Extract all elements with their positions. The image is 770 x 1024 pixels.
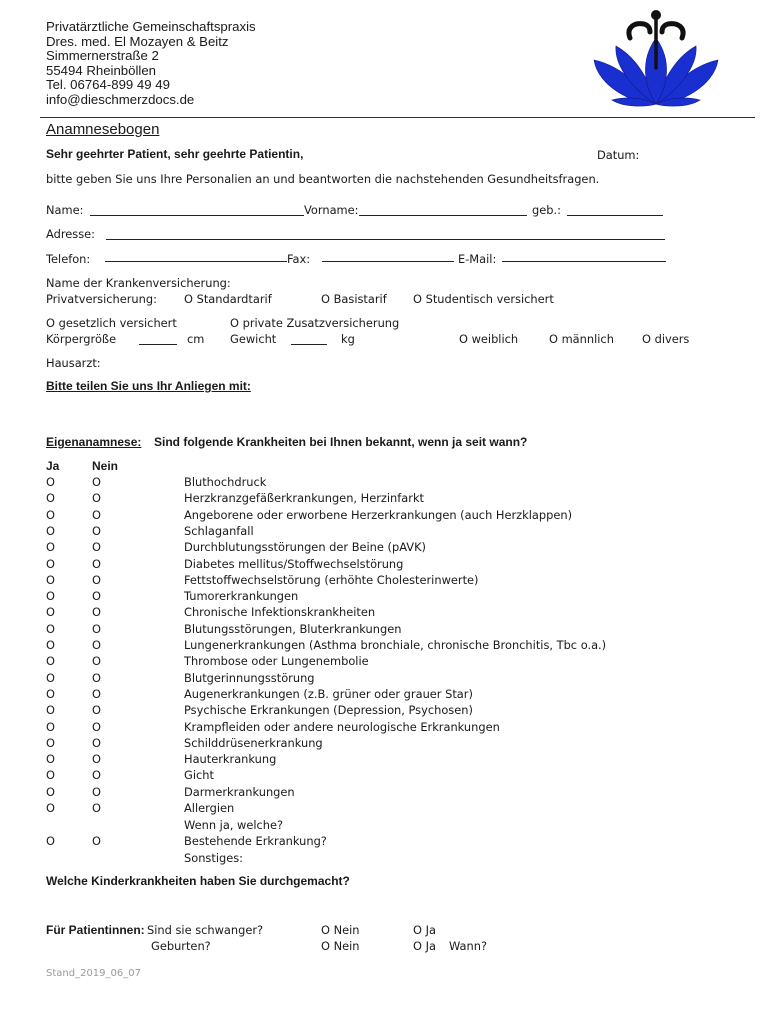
disease-label: Schilddrüsenerkrankung — [184, 735, 323, 750]
ja-checkbox[interactable]: O — [46, 605, 55, 620]
disease-label: Hauterkrankung — [184, 752, 277, 767]
wann-label: Wann? — [449, 939, 487, 953]
nein-checkbox[interactable]: O — [92, 523, 101, 538]
disease-label: Tumorerkrankungen — [184, 589, 299, 604]
address-line: Privatärztliche Gemeinschaftspraxis — [46, 19, 256, 34]
address-line: info@dieschmerzdocs.de — [46, 91, 195, 107]
geburten-label: Geburten? — [151, 939, 211, 953]
disease-label: Diabetes mellitus/Stoffwechselstörung — [184, 556, 404, 571]
ja-checkbox[interactable]: O — [46, 768, 55, 783]
schwanger-label: Sind sie schwanger? — [147, 923, 264, 937]
ja-checkbox[interactable]: O — [46, 556, 55, 571]
eigenanamnese-question: Sind folgende Krankheiten bei Ihnen bekannt, wenn ja seit wann? — [154, 435, 528, 449]
geburten-nein-option[interactable]: O Nein — [321, 939, 360, 953]
ja-checkbox[interactable]: O — [46, 621, 55, 636]
zusatz-option[interactable]: O private Zusatzversicherung — [230, 316, 400, 330]
anliegen-heading: Bitte teilen Sie uns Ihr Anliegen mit: — [46, 379, 251, 393]
ja-checkbox[interactable]: O — [46, 654, 55, 669]
email-field[interactable] — [502, 261, 666, 262]
nein-checkbox[interactable]: O — [92, 719, 101, 734]
weight-label: Gewicht — [230, 332, 277, 346]
geb-field[interactable] — [567, 215, 663, 216]
telefon-label: Telefon: — [46, 252, 91, 266]
female-option[interactable]: O weiblich — [459, 332, 519, 346]
disease-label: Durchblutungsstörungen der Beine (pAVK) — [184, 540, 426, 555]
col-ja: Ja — [46, 459, 60, 473]
bestehende-label: Bestehende Erkrankung? — [184, 834, 327, 848]
nein-checkbox[interactable]: O — [92, 621, 101, 636]
geb-label: geb.: — [532, 203, 561, 217]
insurance-label: Name der Krankenversicherung: — [46, 276, 231, 290]
schwanger-nein-option[interactable]: O Nein — [321, 923, 360, 937]
nein-checkbox[interactable]: O — [92, 475, 101, 489]
disease-label: Darmerkrankungen — [184, 784, 295, 799]
disease-label: Blutgerinnungsstörung — [184, 670, 315, 685]
ja-checkbox[interactable]: O — [46, 572, 55, 587]
nein-checkbox[interactable]: O — [92, 589, 101, 604]
address-line: Tel. 06764-899 49 49 — [46, 77, 170, 93]
ja-checkbox[interactable]: O — [46, 735, 55, 750]
nein-checkbox[interactable]: O — [92, 735, 101, 750]
page-title: Anamnesebogen — [46, 121, 160, 138]
version-footer: Stand_2019_06_07 — [46, 968, 141, 979]
studentisch-option[interactable]: O Studentisch versichert — [413, 292, 554, 306]
geburten-ja-option[interactable]: O Ja — [413, 939, 436, 953]
nein-checkbox[interactable]: O — [92, 752, 101, 767]
disease-label: Augenerkrankungen (z.B. grüner oder grauer Star) — [184, 686, 473, 701]
basistarif-option[interactable]: O Basistarif — [321, 292, 387, 306]
disease-label: Fettstoffwechselstörung (erhöhte Cholesterinwerte) — [184, 572, 479, 587]
disease-label: Krampfleiden oder andere neurologische Erkrankungen — [184, 719, 500, 734]
adresse-field[interactable] — [106, 239, 665, 240]
greeting: Sehr geehrter Patient, sehr geehrte Patientin, — [46, 147, 304, 161]
nein-checkbox[interactable]: O — [92, 491, 101, 506]
disease-label: Bluthochdruck — [184, 475, 267, 489]
nein-checkbox[interactable]: O — [92, 605, 101, 620]
email-label: E-Mail: — [458, 252, 497, 266]
diverse-option[interactable]: O divers — [642, 332, 690, 346]
disease-label: Gicht — [184, 768, 214, 783]
ja-checkbox[interactable]: O — [46, 703, 55, 718]
male-option[interactable]: O männlich — [549, 332, 614, 346]
height-field[interactable] — [139, 344, 177, 345]
nein-checkbox[interactable]: O — [92, 703, 101, 718]
allergien-followup: Wenn ja, welche? — [184, 818, 284, 832]
name-label: Name: — [46, 203, 84, 217]
nein-checkbox[interactable]: O — [92, 801, 101, 815]
ja-checkbox[interactable]: O — [46, 752, 55, 767]
gesetzlich-option[interactable]: O gesetzlich versichert — [46, 316, 177, 330]
disease-label: Lungenerkrankungen (Asthma bronchiale, chronische Bronchitis, Tbc o.a.) — [184, 638, 607, 652]
ja-checkbox[interactable]: O — [46, 719, 55, 734]
col-nein: Nein — [92, 459, 119, 473]
fax-field[interactable] — [322, 261, 454, 262]
ja-checkbox[interactable]: O — [46, 638, 55, 652]
lotus-logo — [592, 8, 720, 112]
height-unit: cm — [187, 332, 205, 346]
patientinnen-label: Für Patientinnen: — [46, 923, 145, 937]
eigenanamnese-label: Eigenanamnese: — [46, 435, 142, 449]
nein-checkbox[interactable]: O — [92, 507, 101, 522]
address-line: Dres. med. El Mozayen & Beitz — [46, 33, 229, 49]
ja-checkbox[interactable]: O — [46, 784, 55, 799]
ja-checkbox[interactable]: O — [46, 589, 55, 604]
ja-checkbox[interactable]: O — [46, 523, 55, 538]
nein-checkbox[interactable]: O — [92, 556, 101, 571]
nein-checkbox[interactable]: O — [92, 768, 101, 783]
nein-checkbox[interactable]: O — [92, 670, 101, 685]
name-field[interactable] — [90, 215, 304, 216]
ja-checkbox[interactable]: O — [46, 540, 55, 555]
kinder-question: Welche Kinderkrankheiten haben Sie durchgemacht? — [46, 874, 350, 888]
address-line: Simmernerstraße 2 — [46, 48, 159, 64]
disease-label: Psychische Erkrankungen (Depression, Psychosen) — [184, 703, 473, 718]
bestehende-nein-checkbox[interactable]: O — [92, 834, 101, 848]
weight-unit: kg — [341, 332, 355, 346]
privat-label: Privatversicherung: — [46, 292, 157, 306]
schwanger-ja-option[interactable]: O Ja — [413, 923, 436, 937]
adresse-label: Adresse: — [46, 227, 95, 241]
ja-checkbox[interactable]: O — [46, 670, 55, 685]
date-label: Datum: — [597, 148, 640, 162]
practice-address — [46, 20, 256, 108]
vorname-field[interactable] — [359, 215, 527, 216]
nein-checkbox[interactable]: O — [92, 638, 101, 652]
disease-label: Schlaganfall — [184, 523, 254, 538]
nein-checkbox[interactable]: O — [92, 540, 101, 555]
ja-checkbox[interactable]: O — [46, 686, 55, 701]
disease-label: Blutungsstörungen, Bluterkrankungen — [184, 621, 402, 636]
ja-checkbox[interactable]: O — [46, 475, 55, 489]
disease-label: Thrombose oder Lungenembolie — [184, 654, 369, 669]
disease-label: Angeborene oder erworbene Herzerkrankungen (auch Herzklappen) — [184, 507, 573, 522]
vorname-label: Vorname: — [304, 203, 359, 217]
disease-label: Chronische Infektionskrankheiten — [184, 605, 376, 620]
height-label: Körpergröße — [46, 332, 117, 346]
ja-checkbox[interactable]: O — [46, 507, 55, 522]
disease-label: Allergien — [184, 801, 235, 815]
sonstiges-label: Sonstiges: — [184, 851, 243, 865]
weight-field[interactable] — [291, 344, 327, 345]
nein-checkbox[interactable]: O — [92, 654, 101, 669]
fax-label: Fax: — [287, 252, 311, 266]
header-divider — [40, 117, 755, 118]
nein-checkbox[interactable]: O — [92, 686, 101, 701]
ja-checkbox[interactable]: O — [46, 801, 55, 815]
disease-label: Herzkranzgefäßerkrankungen, Herzinfarkt — [184, 491, 425, 506]
nein-checkbox[interactable]: O — [92, 784, 101, 799]
bestehende-ja-checkbox[interactable]: O — [46, 834, 55, 848]
nein-checkbox[interactable]: O — [92, 572, 101, 587]
standardtarif-option[interactable]: O Standardtarif — [184, 292, 272, 306]
telefon-field[interactable] — [105, 261, 287, 262]
address-line: 55494 Rheinböllen — [46, 62, 156, 78]
intro-text: bitte geben Sie uns Ihre Personalien an und beantworten die nachstehenden Gesundheitsfragen. — [46, 172, 600, 186]
ja-checkbox[interactable]: O — [46, 491, 55, 506]
hausarzt-label: Hausarzt: — [46, 356, 101, 370]
